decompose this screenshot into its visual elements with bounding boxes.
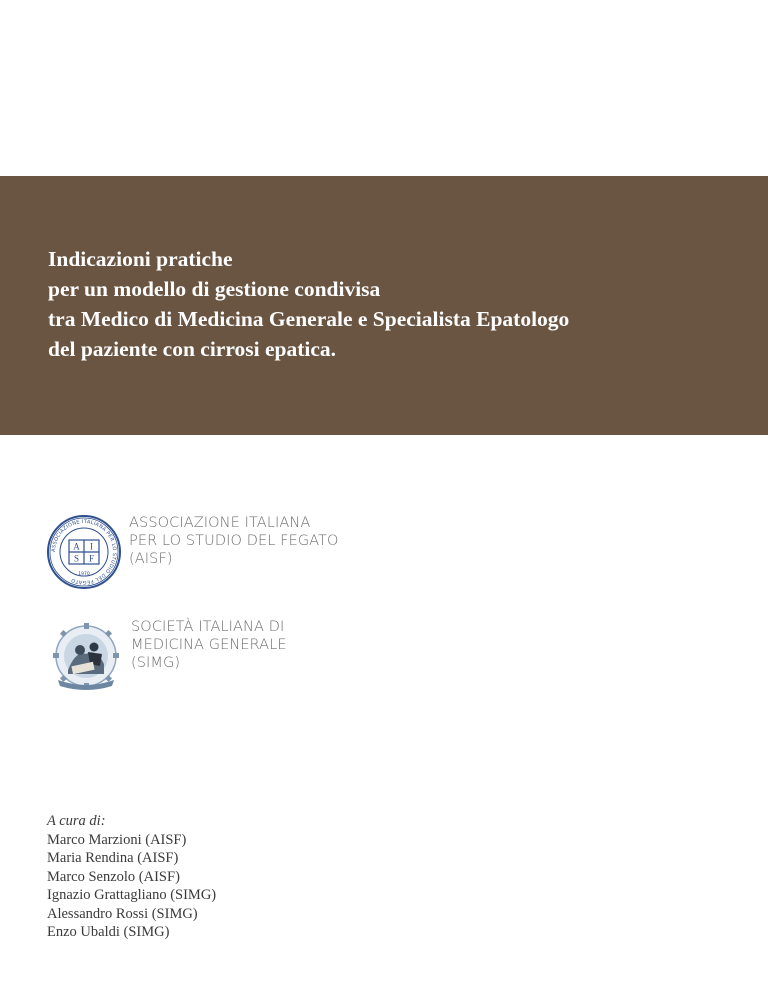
title-line-3: tra Medico di Medicina Generale e Specialista Epatologo [48,307,570,331]
aisf-logo-ring-text: ASSOCIAZIONE ITALIANA PER LO STUDIO DEL FEGATO [50,518,118,586]
aisf-name-line-1: ASSOCIAZIONE ITALIANA [129,515,311,531]
simg-name-line-2: MEDICINA GENERALE [131,637,287,653]
title-line-2: per un modello di gestione condivisa [48,277,381,301]
aisf-logo-letter-f: F [88,553,95,564]
simg-logo [46,620,122,696]
editor-name: Maria Rendina (AISF) [47,850,179,866]
simg-name-line-1: SOCIETÀ ITALIANA DI [131,619,285,635]
editor-name: Marco Marzioni (AISF) [47,831,187,848]
aisf-name-line-2: PER LO STUDIO DEL FEGATO [129,533,339,549]
title-line-1: Indicazioni pratiche [48,247,233,271]
aisf-logo-letter-s: S [73,553,80,564]
document-title [48,244,569,364]
aisf-logo-year: 1970 [78,572,90,577]
editor-name: Ignazio Grattagliano (SIMG) [47,887,217,903]
title-banner [0,176,768,435]
editor-name: Alessandro Rossi (SIMG) [47,905,198,922]
editors-list [47,831,216,942]
editors-section [47,812,216,942]
simg-name [131,618,287,672]
aisf-name-line-3: (AISF) [129,551,173,567]
aisf-logo [46,514,122,590]
editors-intro: A cura di: [47,813,106,829]
aisf-name [129,514,339,568]
editor-name: Enzo Ubaldi (SIMG) [47,924,170,940]
title-line-4: del paziente con cirrosi epatica. [48,337,337,361]
aisf-logo-letter-i: I [90,541,93,552]
simg-block [0,618,768,698]
simg-name-line-3: (SIMG) [131,655,181,671]
aisf-block [0,512,768,592]
editor-name: Marco Senzolo (AISF) [47,868,180,885]
aisf-logo-letter-a: A [73,541,80,552]
